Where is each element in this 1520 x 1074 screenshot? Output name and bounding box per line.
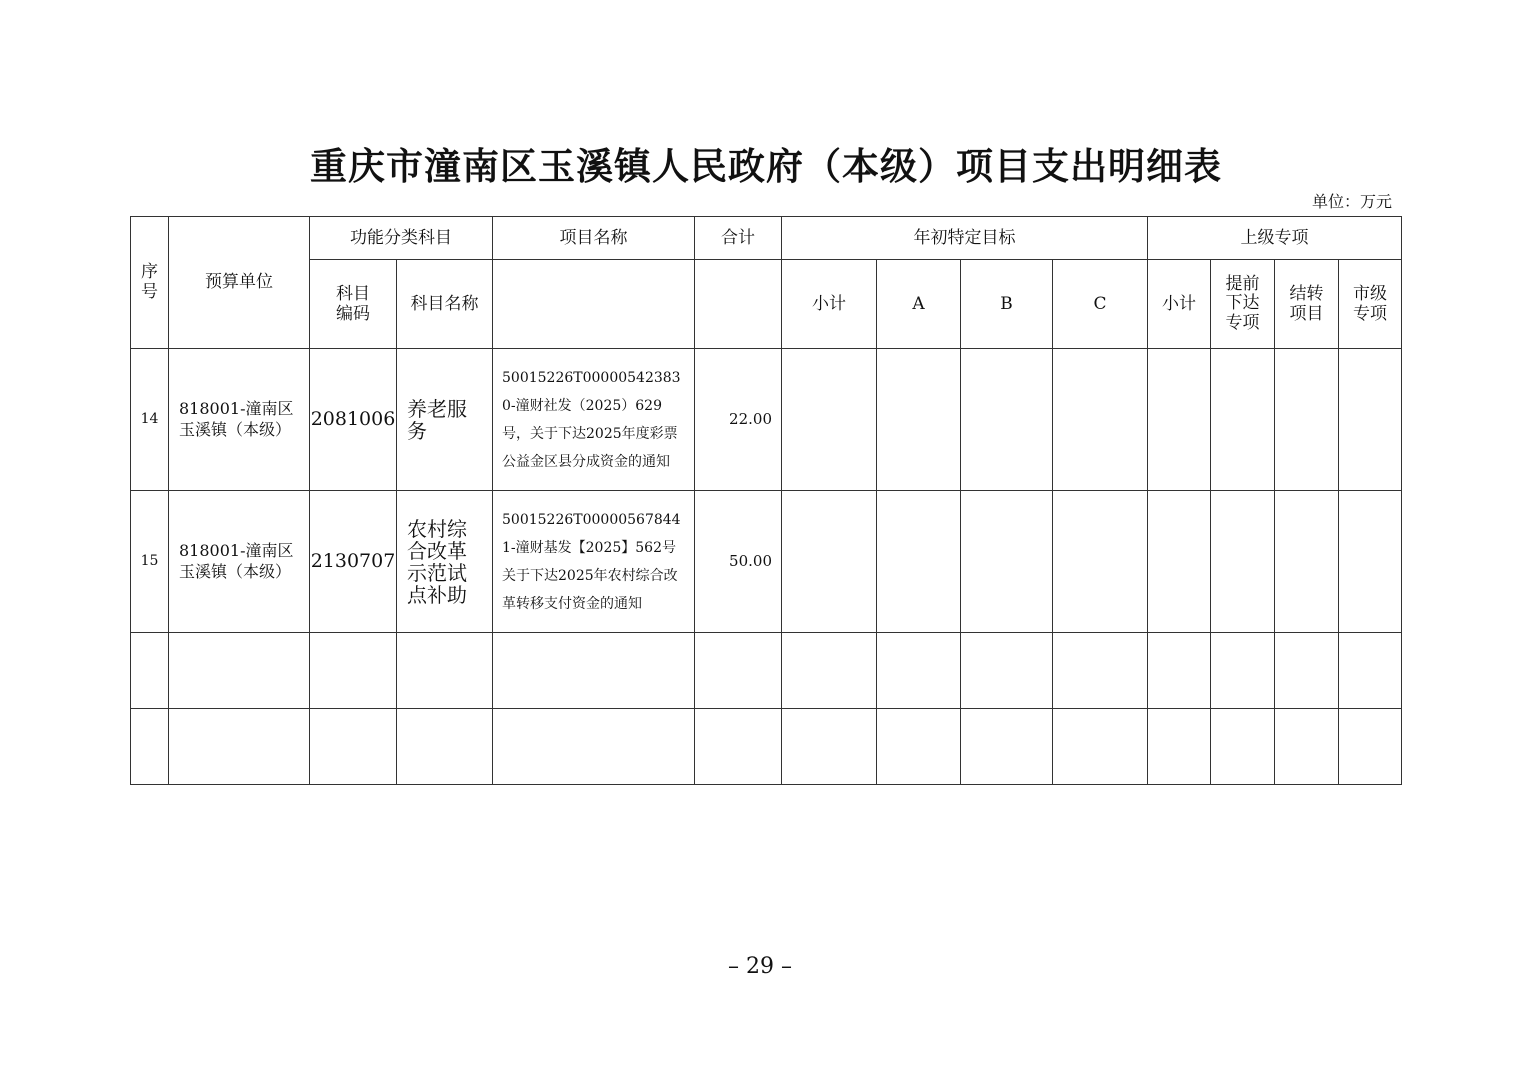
row-seq: 14 (131, 349, 169, 491)
page-number: – 29 – (728, 954, 792, 979)
expenditure-table (130, 216, 1402, 785)
header-at-subtotal: 小计 (782, 260, 877, 349)
header-project-name-sub (493, 260, 695, 349)
table-row (131, 349, 1402, 491)
header-ss-subtotal: 小计 (1148, 260, 1211, 349)
header-ss-city: 市级专项 (1339, 260, 1402, 349)
header-subject-name: 科目名称 (397, 260, 493, 349)
row-total: 50.00 (695, 491, 782, 633)
page-title: 重庆市潼南区玉溪镇人民政府（本级）项目支出明细表 (310, 144, 1222, 188)
row-project-name: 50015226T000005423830-潼财社发（2025）629号，关于下达2025年度彩票公益金区县分成资金的通知 (493, 349, 695, 491)
header-budget-unit: 预算单位 (169, 217, 310, 349)
header-total: 合计 (695, 217, 782, 260)
header-row-1 (131, 217, 1402, 260)
header-seq: 序号 (131, 217, 169, 349)
table-row-empty (131, 709, 1402, 785)
row-subject-code: 2081006 (310, 349, 397, 491)
row-total: 22.00 (695, 349, 782, 491)
row-budget-unit: 818001-潼南区玉溪镇（本级） (169, 491, 310, 633)
header-ss-advance: 提前下达专项 (1211, 260, 1275, 349)
header-ss-carryover: 结转项目 (1275, 260, 1339, 349)
header-at-b: B (961, 260, 1053, 349)
header-superior-special: 上级专项 (1148, 217, 1402, 260)
header-total-sub (695, 260, 782, 349)
header-subject-code: 科目编码 (310, 260, 397, 349)
row-budget-unit: 818001-潼南区玉溪镇（本级） (169, 349, 310, 491)
row-project-name: 50015226T000005678441-潼财基发【2025】562号关于下达2025年农村综合改革转移支付资金的通知 (493, 491, 695, 633)
header-row-2 (131, 260, 1402, 349)
row-seq: 15 (131, 491, 169, 633)
unit-label: 单位：万元 (1311, 192, 1392, 211)
header-func-class: 功能分类科目 (310, 217, 493, 260)
header-at-a: A (877, 260, 961, 349)
header-annual-target: 年初特定目标 (782, 217, 1148, 260)
header-at-c: C (1053, 260, 1148, 349)
header-project-name: 项目名称 (493, 217, 695, 260)
row-subject-name: 农村综合改革示范试点补助 (397, 491, 493, 633)
row-subject-code: 2130707 (310, 491, 397, 633)
table-row (131, 491, 1402, 633)
row-subject-name: 养老服务 (397, 349, 493, 491)
table-row-empty (131, 633, 1402, 709)
